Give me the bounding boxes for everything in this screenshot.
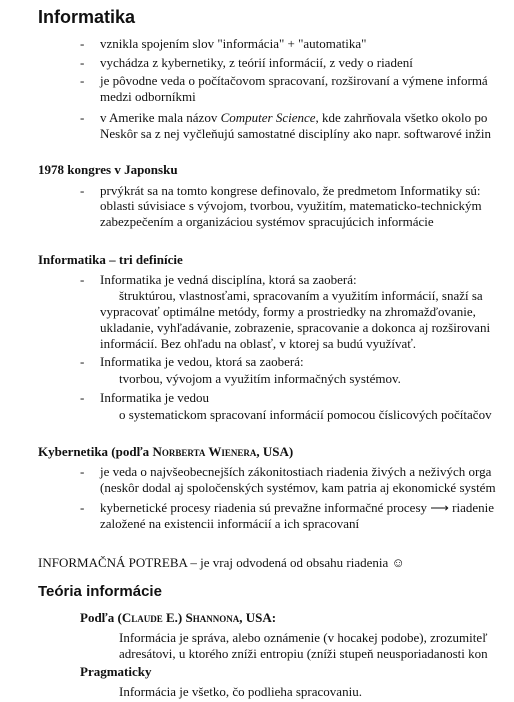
def1-line-3: vypracovať optimálne metódy, formy a prostriedky na zhromažďovanie, bbox=[100, 304, 476, 319]
kongres-line-1: prvýkrát sa na tomto kongrese definovalo, že predmetom Informatiky sú: bbox=[100, 183, 481, 198]
def1-line-1: Informatika je vedná disciplína, ktorá sa zaoberá: bbox=[100, 272, 357, 287]
bullet-dash: - bbox=[80, 390, 85, 405]
shannon-line-1: Informácia je správa, alebo oznámenie (v hocakej podobe), zrozumiteľ bbox=[119, 630, 488, 645]
pragmaticky-line: Informácia je všetko, čo podlieha spracovaniu. bbox=[119, 684, 362, 699]
kyb-b1-line-1: je veda o najvšeobecnejších zákonitostiach riadenia živých a neživých orga bbox=[100, 464, 492, 479]
bullet-dash: - bbox=[80, 354, 85, 369]
bullet-dash: - bbox=[80, 272, 85, 287]
def3-line-2: o systematickom spracovaní informácií pomocou číslicových počítačov bbox=[119, 407, 492, 422]
section-heading-definicie: Informatika – tri definície bbox=[38, 252, 183, 267]
intro-item-3-line-2: medzi odborníkmi bbox=[100, 89, 196, 104]
bullet-dash: - bbox=[80, 500, 85, 515]
bullet-dash: - bbox=[80, 73, 85, 88]
def1-line-4: ukladanie, vyhľadávanie, zobrazenie, spracovanie a dokonca aj rozširovani bbox=[100, 320, 491, 335]
kyb-b2-line-2: založené na existencii informácií a ich spracovaní bbox=[100, 516, 360, 531]
computer-science-term: Computer Science bbox=[220, 110, 316, 125]
intro-item-1: vznikla spojením slov "informácia" + "automatika" bbox=[100, 36, 367, 51]
shannon-line-2: adresátovi, u ktorého zníži entropiu (zníži stupeň neusporiadanosti kon bbox=[119, 646, 488, 661]
section-heading-kybernetika: Kybernetika (podľa Norberta Wienera, USA) bbox=[38, 444, 294, 459]
def1-line-2: štruktúrou, vlastnosťami, spracovaním a využitím informácií, snaží sa bbox=[119, 288, 483, 303]
intro-item-4-line-2: Neskôr sa z nej vyčleňujú samostatné disciplíny ako napr. softwarové inžin bbox=[100, 126, 491, 141]
intro-item-4-line-1: v Amerike mala názov Computer Science, kde zahrňovala všetko okolo po bbox=[100, 110, 488, 125]
bullet-dash: - bbox=[80, 36, 85, 51]
pragmaticky-heading: Pragmaticky bbox=[80, 664, 152, 679]
shannon-heading: Podľa (Claude E.) Shannona, USA: bbox=[80, 610, 277, 625]
intro-item-3-line-1: je pôvodne veda o počítačovom spracovaní, rozširovaní a výmene informá bbox=[100, 73, 488, 88]
kongres-line-2: oblasti súvisiace s vývojom, tvorbou, využitím, matematicko-technickým bbox=[100, 198, 482, 213]
def2-line-2: tvorbou, vývojom a využitím informačných systémov. bbox=[119, 371, 401, 386]
informacna-potreba: INFORMAČNÁ POTREBA – je vraj odvodená od obsahu riadenia ☺ bbox=[38, 555, 405, 570]
kyb-b1-line-2: (neskôr dodal aj spoločenských systémov, kam patria aj ekonomické systém bbox=[100, 480, 496, 495]
kongres-line-3: zabezpečením a organizáciou systémov spracujúcich informácie bbox=[100, 214, 434, 229]
kyb-b2-line-1: kybernetické procesy riadenia sú prevažne informačné procesy ⟶ riadenie bbox=[100, 500, 495, 515]
bullet-dash: - bbox=[80, 55, 85, 70]
def2-line-1: Informatika je vedou, ktorá sa zaoberá: bbox=[100, 354, 304, 369]
bullet-dash: - bbox=[80, 110, 85, 125]
shannon-last-name: Shannona bbox=[185, 610, 240, 625]
page-title: Informatika bbox=[38, 7, 136, 27]
intro-item-2: vychádza z kybernetiky, z teórií informácií, z vedy o riadení bbox=[100, 55, 413, 70]
section-heading-kongres: 1978 kongres v Japonsku bbox=[38, 162, 178, 177]
wiener-name: Norberta Wienera bbox=[152, 444, 257, 459]
bullet-dash: - bbox=[80, 464, 85, 479]
section-heading-teoria: Teória informácie bbox=[38, 583, 162, 600]
bullet-dash: - bbox=[80, 183, 85, 198]
def1-line-5: informácií. Bez ohľadu na oblasť, v ktorej sa budú využívať. bbox=[100, 336, 417, 351]
shannon-first-name: Claude E. bbox=[121, 610, 178, 625]
def3-line-1: Informatika je vedou bbox=[100, 390, 210, 405]
